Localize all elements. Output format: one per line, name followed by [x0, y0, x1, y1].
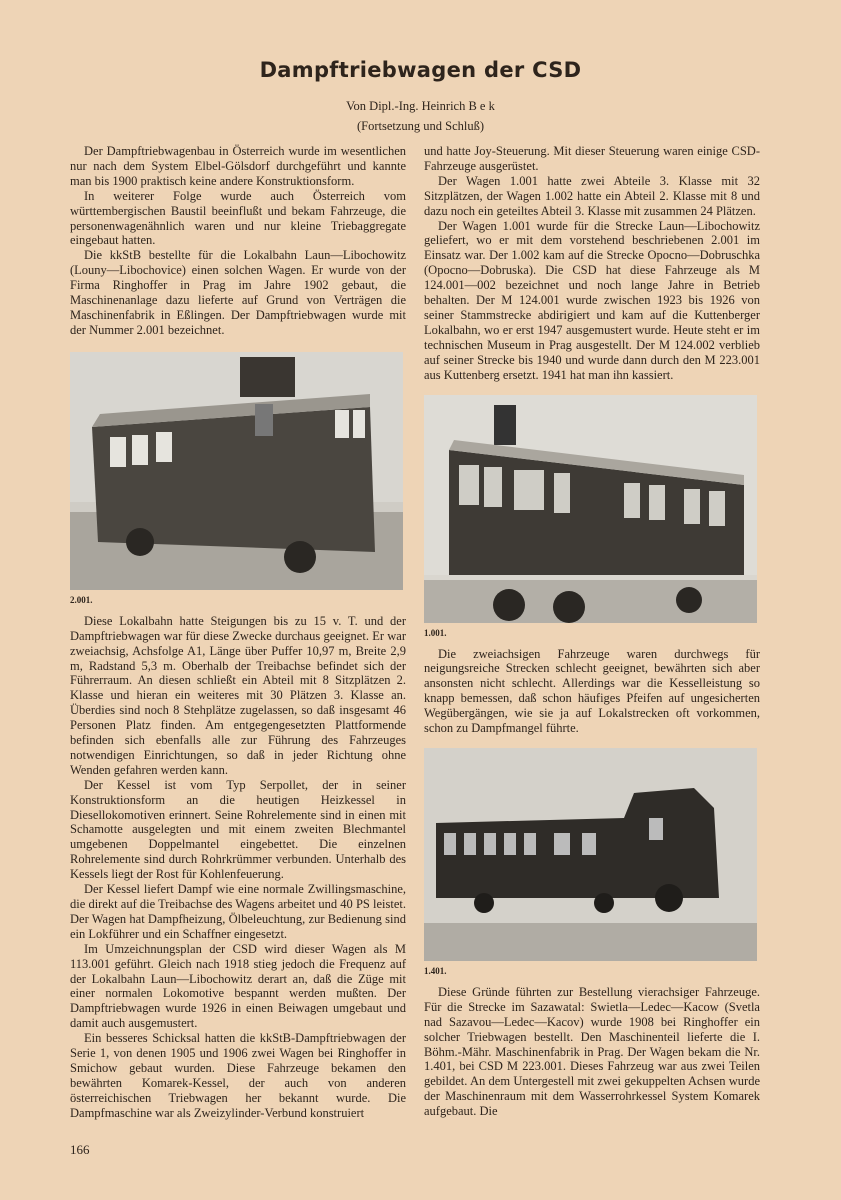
paragraph: Der Kessel liefert Dampf wie eine normale Zwillingsmaschine, die direkt auf die Treibachse des Wagens arbeitet und 40 PS leistet. Der Wagen hat Dampfheizung, Ölbeleuchtung, zur Bedienung sind ein Lokführer und ein Schaffner eingesetzt. [70, 882, 406, 941]
left-column [70, 144, 406, 1178]
paragraph: In weiterer Folge wurde auch Österreich vom württembergischen Baustil beeinflußt und bekam Fahrzeuge, die personenwagenähnlich waren und nur kleine Triebaggregate eingebaut hatten. [70, 188, 406, 248]
paragraph: Der Kessel ist vom Typ Serpollet, der in seiner Konstruktionsform an die heutigen Heizkessel in Diesellokomotiven erinnert. Seine Rohrelemente sind in einen mit Schamotte ausgelegten und mit einem zweiten Blechmantel umgebenen Doppelmantel eingebettet. Die einzelnen Rohrelemente sind durch Rohrkrümmer verbunden. Unterhalb des Kessels liegt der Rost für Kohlenfeuerung. [70, 777, 406, 882]
author-byline: Von Dipl.-Ing. Heinrich B e k [346, 99, 495, 113]
paragraph: Die kkStB bestellte für die Lokalbahn Laun—Libochowitz (Louny—Libochovice) einen solchen Wagen. Er wurde von der Firma Ringhoffer in Prag im Jahre 1902 gebaut, die Maschinenanlage dazu lieferte auf Grund von Verträgen die Maschinenfabrik in Eßlingen. Der Dampftriebwagen wurde mit der Nummer 2.001 bezeichnet. [70, 248, 406, 337]
photo-railcar-1401 [424, 748, 757, 961]
photo-railcar-2001 [70, 352, 403, 590]
paragraph: Diese Gründe führten zur Bestellung vierachsiger Fahrzeuge. Für die Strecke im Sazawatal: Swietla—Ledec—Kacow (Svetla nad Sazavou—Ledec—Kacov) wurde 1908 bei Ringhoffer ein solcher Triebwagen bestellt. Den Maschinenteil lieferte die I. Böhm.-Mähr. Maschinenfabrik in Prag. Der Wagen bekam die Nr. 1.401, bei CSD M 223.001. Dieses Fahrzeug war aus zwei Teilen gebildet. An dem Untergestell mit zwei gekuppelten Achsen wurde der Maschinenraum mit dem Wasserrohrkessel System Komarek aufgebaut. Die [424, 984, 760, 1119]
paragraph: Die zweiachsigen Fahrzeuge waren durchwegs für neigungsreiche Strecken schlecht geeignet, bewährten sich aber ansonsten nicht schlecht. Allerdings war die Kesselleistung so knapp bemessen, daß schon häufiges Pfeifen auf ungesicherten Wegübergängen, wie sie ja auf Lokalstrecken oft vorkommen, schon zu Dampfmangel führte. [424, 646, 760, 736]
article-body [0, 136, 841, 1178]
article-title: Dampftriebwagen der CSD [259, 58, 582, 82]
page-number: 166 [70, 1141, 90, 1157]
paragraph: Im Umzeichnungsplan der CSD wird dieser Wagen als M 113.001 geführt. Gleich nach 1918 stieg jedoch die Frequenz auf der Lokalbahn Laun—Libochowitz derart an, daß die Züge mit einer normalen Lokomotive bespannt werden mußten. Der Dampftriebwagen wurde 1926 in einen Beiwagen umgebaut und damit auch ausgemustert. [70, 941, 406, 1031]
paragraph: Der Wagen 1.001 hatte zwei Abteile 3. Klasse mit 32 Sitzplätzen, der Wagen 1.002 hatte ein Abteil 2. Klasse mit 8 und dazu noch ein geteiltes Abteil 3. Klasse mit zusammen 24 Plätzen. [424, 173, 760, 218]
right-column [424, 144, 760, 1178]
paragraph: Diese Lokalbahn hatte Steigungen bis zu 15 v. T. und der Dampftriebwagen war für diese Zwecke durchaus geeignet. Er war zweiachsig, Achsfolge A1, Länge über Puffer 10,97 m, Breite 2,9 m, Radstand 5,3 m. Oberhalb der Treibachse befindet sich der Führerraum. An diesen schließt ein Abteil mit 8 Sitzplätzen 2. Klasse und hieran ein weiteres mit 30 Plätzen 3. Klasse an. Überdies sind noch 8 Stehplätze zugelassen, so daß insgesamt 46 Personen Platz finden. Am entgegengesetzten Plattformende befinden sich ebenfalls alle zur Führung des Fahrzeuges notwendigen Einrichtungen, so daß in jeder Richtung ohne Wenden gefahren werden kann. [70, 613, 406, 777]
photo-caption: 1.001. [424, 627, 447, 638]
photo-caption: 2.001. [70, 594, 93, 605]
continuation-note: (Fortsetzung und Schluß) [356, 119, 485, 133]
paragraph: Der Wagen 1.001 wurde für die Strecke Laun—Libochowitz geliefert, wo er mit dem vorstehend beschriebenen 2.001 im Einsatz war. Der 1.002 kam auf die Strecke Opocno—Dobruschka (Opocno—Dobruska). Die CSD hat diese Fahrzeuge als M 124.001—002 bezeichnet und noch lange Jahre in Betrieb behalten. Der M 124.001 wurde zwischen 1923 bis 1926 von seiner Stammstrecke abdirigiert und kam auf die Kuttenberger Lokalbahn, wo er erst 1947 ausgemustert wurde. Heute steht er im technischen Museum in Prag ausgestellt. Der M 124.002 verblieb auf seiner Strecke bis 1940 und wurde dann durch den M 223.001 aus Kuttenberg ersetzt. 1941 hat man ihn kassiert. [424, 218, 760, 382]
photo-caption: 1.401. [424, 965, 447, 976]
photo-railcar-1001 [424, 395, 757, 623]
paragraph: Der Dampftriebwagenbau in Österreich wurde im wesentlichen nur nach dem System Elbel-Gölsdorf durchgeführt und kannte man bis 1900 praktisch keine andere Konstruktionsform. [70, 144, 406, 188]
article-header [0, 0, 841, 136]
paragraph: Ein besseres Schicksal hatten die kkStB-Dampftriebwagen der Serie 1, von denen 1905 und 1906 zwei Wagen bei Ringhoffer in Smichow gebaut wurden. Diese Fahrzeuge bekamen den bewährten Komarek-Kessel, der auch von anderen österreichischen Triebwagen her bekannt wurde. Die Dampfmaschine war als Zweizylinder-Verbund konstruiert [70, 1031, 406, 1120]
paragraph: und hatte Joy-Steuerung. Mit dieser Steuerung waren einige CSD-Fahrzeuge ausgerüstet. [424, 144, 760, 173]
